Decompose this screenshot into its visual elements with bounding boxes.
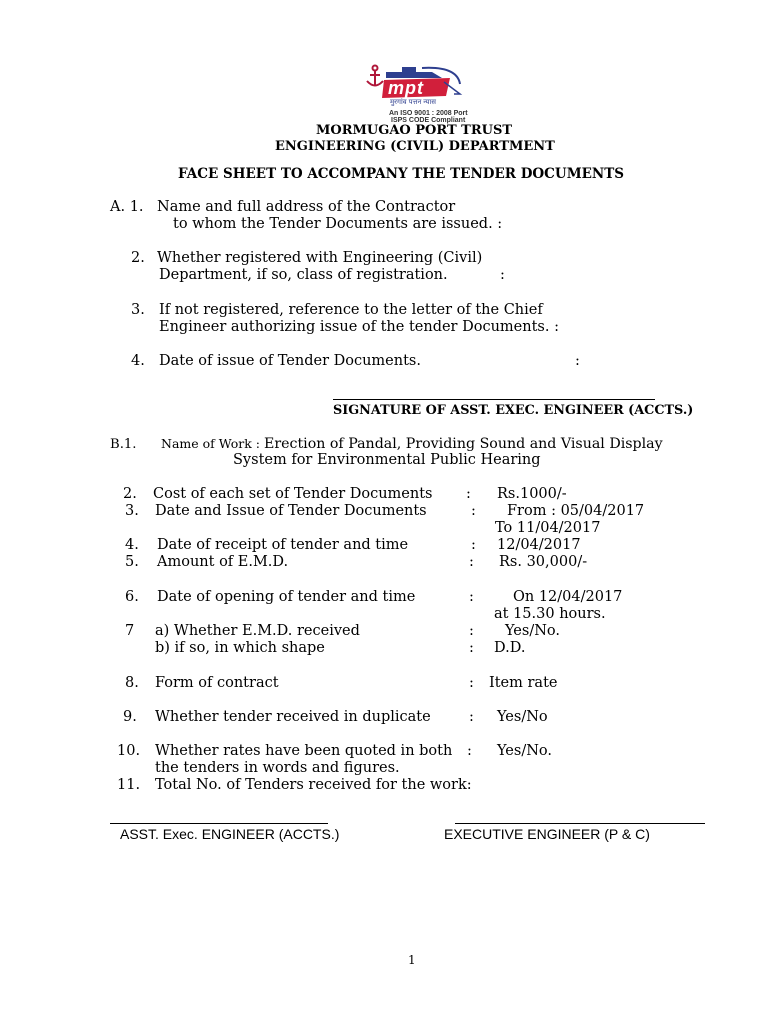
row-8-value: Item rate <box>489 675 558 691</box>
row-2-label: Cost of each set of Tender Documents <box>153 486 433 502</box>
row-10-number: 10. <box>117 743 141 759</box>
row-7b-colon: : <box>469 640 474 656</box>
row-10-label: Whether rates have been quoted in both <box>155 743 453 759</box>
row-7b-label: b) if so, in which shape <box>155 640 325 656</box>
row-10-label-2: the tenders in words and figures. <box>155 760 400 776</box>
a4-colon: : <box>575 353 580 369</box>
logo-text: mpt <box>388 78 424 98</box>
b1-prefix: Name of Work : <box>161 436 264 451</box>
row-9-label: Whether tender received in duplicate <box>155 709 431 725</box>
row-5-colon: : <box>469 554 474 570</box>
right-signature-label: EXECUTIVE ENGINEER (P & C) <box>444 826 650 842</box>
a3-label-line1: If not registered, reference to the letter of the Chief <box>159 302 543 318</box>
row-9-value: Yes/No <box>497 709 548 725</box>
b1-work-line2: System for Environmental Public Hearing <box>233 452 541 468</box>
row-9-number: 9. <box>123 709 137 725</box>
iso-line-1: An ISO 9001 : 2008 Port <box>389 110 468 117</box>
page-title: FACE SHEET TO ACCOMPANY THE TENDER DOCUMENTS <box>178 166 625 182</box>
row-11-number: 11. <box>117 777 141 793</box>
row-2-value: Rs.1000/- <box>497 486 567 502</box>
b1-work-line1: Erection of Pandal, Providing Sound and Visual Display <box>263 436 663 452</box>
row-5-number: 5. <box>125 554 139 570</box>
a2-label-line1: Whether registered with Engineering (Civil) <box>157 250 483 266</box>
iso-line-2: ISPS CODE Compliant <box>391 117 466 124</box>
a3-number: 3. <box>131 302 145 318</box>
left-signature-label: ASST. Exec. ENGINEER (ACCTS.) <box>120 826 340 842</box>
a1-label-line2: to whom the Tender Documents are issued. : <box>173 216 503 232</box>
row-4-label: Date of receipt of tender and time <box>157 537 409 553</box>
a1-label-line1: Name and full address of the Contractor <box>157 199 456 215</box>
row-3-label: Date and Issue of Tender Documents <box>155 503 427 519</box>
row-8-label: Form of contract <box>155 675 279 691</box>
row-6-label: Date of opening of tender and time <box>157 589 416 605</box>
logo-hindi-text: मुरगांव पत्तन न्यास <box>390 99 436 106</box>
row-2-colon: : <box>466 486 471 502</box>
row-6-colon: : <box>469 589 474 605</box>
a2-label-line2: Department, if so, class of registration. <box>159 267 448 283</box>
row-3-colon: : <box>471 503 476 519</box>
row-11-label: Total No. of Tenders received for the work: <box>155 777 472 793</box>
a3-label-line2: Engineer authorizing issue of the tender Documents. : <box>159 319 559 335</box>
row-6-number: 6. <box>125 589 139 605</box>
row-4-value: 12/04/2017 <box>497 537 581 553</box>
page-number: 1 <box>408 953 416 967</box>
left-signature-line <box>110 823 328 824</box>
dept-name: ENGINEERING (CIVIL) DEPARTMENT <box>275 139 555 154</box>
row-10-value: Yes/No. <box>497 743 552 759</box>
row-7a-colon: : <box>469 623 474 639</box>
b1-number: B.1. <box>110 437 137 452</box>
right-signature-line <box>455 823 705 824</box>
row-4-colon: : <box>471 537 476 553</box>
a2-number: 2. <box>131 250 145 266</box>
row-7b-value: D.D. <box>494 640 526 656</box>
row-8-number: 8. <box>125 675 139 691</box>
row-5-label: Amount of E.M.D. <box>157 554 289 570</box>
signature-label: SIGNATURE OF ASST. EXEC. ENGINEER (ACCTS.) <box>333 403 694 418</box>
row-6-value-2: at 15.30 hours. <box>494 606 606 622</box>
signature-line <box>333 399 655 400</box>
b1-name-of-work <box>161 436 663 452</box>
row-7a-value: Yes/No. <box>505 623 560 639</box>
row-3-number: 3. <box>125 503 139 519</box>
row-3-value: From : 05/04/2017 <box>507 503 645 519</box>
row-7a-label: a) Whether E.M.D. received <box>155 623 360 639</box>
row-5-value: Rs. 30,000/- <box>499 554 588 570</box>
row-7-number: 7 <box>125 623 135 639</box>
a1-number: A. 1. <box>110 199 144 215</box>
a4-label: Date of issue of Tender Documents. <box>159 353 421 369</box>
org-name: MORMUGAO PORT TRUST <box>316 123 513 138</box>
row-8-colon: : <box>469 675 474 691</box>
row-10-colon: : <box>467 743 472 759</box>
row-2-number: 2. <box>123 486 137 502</box>
row-3-value-2: To 11/04/2017 <box>495 520 601 536</box>
row-6-value: On 12/04/2017 <box>513 589 623 605</box>
row-9-colon: : <box>469 709 474 725</box>
row-4-number: 4. <box>125 537 139 553</box>
a4-number: 4. <box>131 353 145 369</box>
a2-colon: : <box>500 267 505 283</box>
